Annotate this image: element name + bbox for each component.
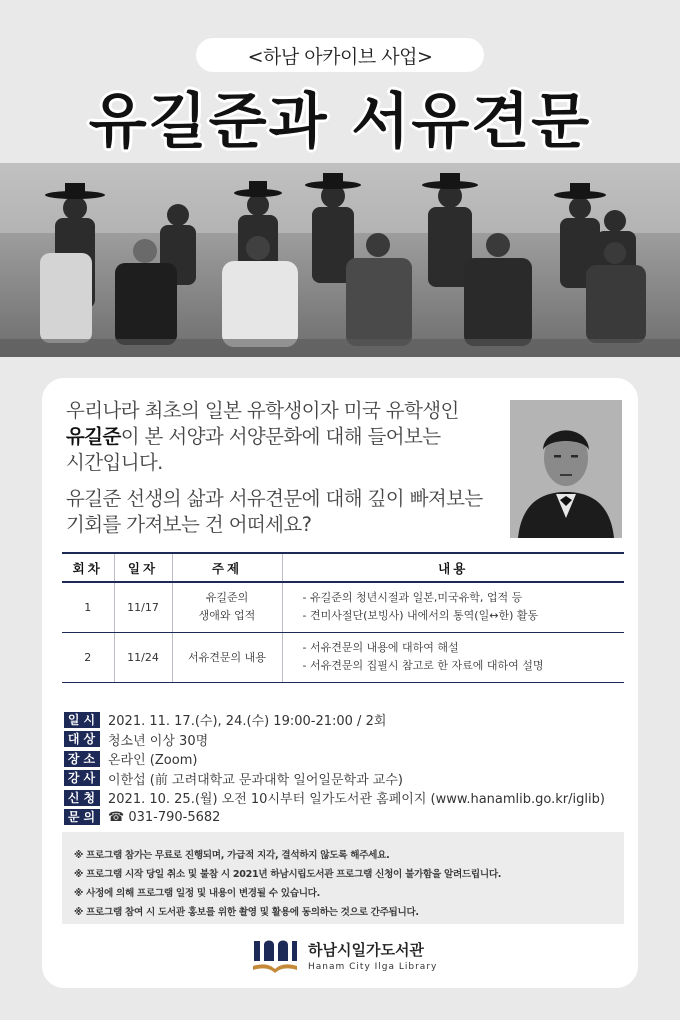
intro-line-1: 우리나라 최초의 일본 유학생이자 미국 유학생인: [66, 399, 459, 422]
note-item: ※ 사정에 의해 프로그램 일정 및 내용이 변경될 수 있습니다.: [74, 888, 320, 899]
info-label: 장소: [64, 751, 100, 767]
info-value: 온라인 (Zoom): [108, 753, 198, 769]
session-cell: 1: [62, 582, 114, 632]
content-cell: [282, 632, 624, 682]
col-header-content: 내용: [282, 553, 624, 582]
info-label: 문의: [64, 809, 100, 825]
info-label: 강사: [64, 770, 100, 786]
library-logo-icon: [250, 935, 300, 975]
topic-cell: [172, 582, 282, 632]
info-value: 이한섭 (前 고려대학교 문과대학 일어일문학과 교수): [108, 772, 403, 788]
info-label: 대상: [64, 731, 100, 747]
table-row: [62, 582, 624, 632]
content-line-2: - 견미사절단(보빙사) 내에서의 통역(일↔한) 활동: [302, 609, 539, 623]
intro-line-4: 유길준 선생의 삶과 서유견문에 대해 깊이 빠져보는: [66, 487, 483, 510]
subtitle: <하남 아카이브 사업>: [247, 45, 433, 68]
intro-line-2: 이 본 서양과 서양문화에 대해 들어보는: [120, 425, 441, 448]
intro-line-3: 시간입니다.: [66, 451, 163, 474]
info-row-place: [64, 749, 624, 769]
info-value: ☎ 031-790-5682: [108, 809, 221, 825]
col-header-session: 회차: [62, 553, 114, 582]
table-header-row: [62, 553, 624, 582]
date-cell: 11/24: [114, 632, 172, 682]
info-value: 청소년 이상 30명: [108, 733, 209, 749]
page-title: 유길준과 서유견문: [88, 87, 592, 157]
info-row-contact: [64, 808, 624, 828]
content-card: [42, 378, 638, 988]
intro-line-5: 기회를 가져보는 건 어떠세요?: [66, 513, 312, 536]
library-name-ko: 하남시일가도서관: [308, 940, 424, 959]
library-footer: [250, 934, 450, 976]
subtitle-pill: [196, 38, 484, 72]
info-row-datetime: [64, 710, 624, 730]
program-info: [64, 710, 624, 827]
info-row-target: [64, 730, 624, 750]
library-name-en: Hanam City Ilga Library: [308, 961, 438, 972]
info-row-lecturer: [64, 769, 624, 789]
topic-line-2: 생애와 업적: [198, 609, 256, 623]
info-label: 신청: [64, 790, 100, 806]
col-header-date: 일자: [114, 553, 172, 582]
note-item: ※ 프로그램 참여 시 도서관 홍보를 위한 촬영 및 활용에 동의하는 것으로 간주됩니다.: [74, 907, 419, 918]
info-row-application: [64, 788, 624, 808]
intro-bold-name: 유길준: [66, 425, 121, 448]
content-cell: [282, 582, 624, 632]
portrait-photo: [510, 400, 622, 538]
table-row: [62, 632, 624, 682]
note-item: ※ 프로그램 참가는 무료로 진행되며, 가급적 지각, 결석하지 않도록 해주세요.: [74, 850, 390, 861]
info-value: 2021. 10. 25.(월) 오전 10시부터 일가도서관 홈페이지 (www.hanamlib.go.kr/iglib): [108, 792, 605, 808]
session-cell: 2: [62, 632, 114, 682]
note-item: ※ 프로그램 시작 당일 취소 및 불참 시 2021년 하남시립도서관 프로그램 신청이 불가함을 알려드립니다.: [74, 869, 502, 880]
schedule-table: [62, 552, 624, 683]
topic-cell: 서유견문의 내용: [172, 632, 282, 682]
library-name-block: [308, 939, 437, 972]
content-line-2: - 서유견문의 집필시 참고로 한 자료에 대하여 설명: [302, 659, 544, 672]
intro-text: [66, 398, 506, 548]
info-value: 2021. 11. 17.(수), 24.(수) 19:00-21:00 / 2회: [108, 714, 387, 730]
content-line-1: - 유길준의 청년시절과 일본,미국유학, 업적 등: [302, 591, 523, 605]
content-line-1: - 서유견문의 내용에 대하여 해설: [302, 641, 459, 654]
topic-line-1: 유길준의: [205, 591, 249, 605]
date-cell: 11/17: [114, 582, 172, 632]
info-label: 일시: [64, 712, 100, 728]
notes-box: [62, 832, 624, 924]
group-photo: [0, 163, 680, 357]
col-header-topic: 주제: [172, 553, 282, 582]
